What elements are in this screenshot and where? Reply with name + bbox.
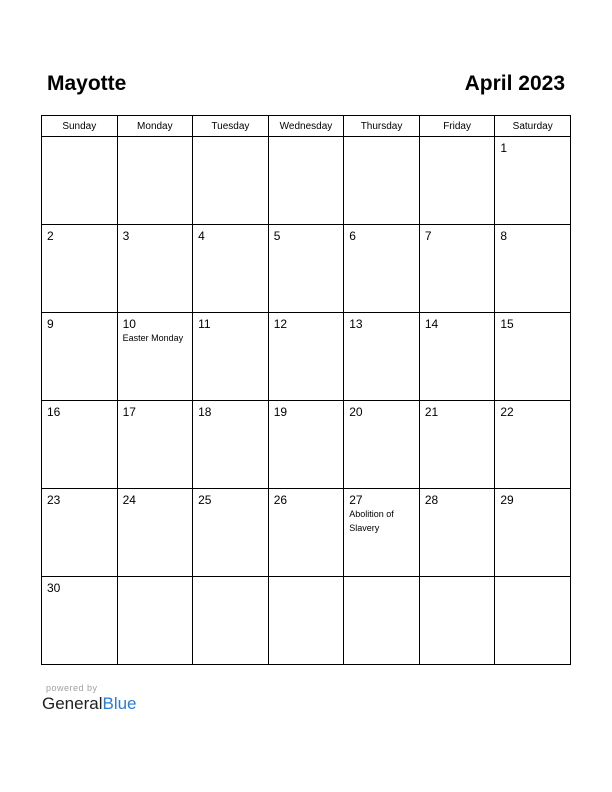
- day-cell: [344, 137, 420, 225]
- day-cell: [117, 137, 193, 225]
- day-number: [118, 577, 193, 581]
- day-number: 6: [349, 229, 356, 243]
- day-cell: [419, 577, 495, 665]
- day-number: [193, 577, 268, 581]
- weekday-header: Sunday: [42, 116, 118, 137]
- day-cell: [495, 401, 571, 489]
- day-number: 14: [424, 317, 439, 331]
- day-cell: [193, 313, 269, 401]
- day-number: [269, 137, 344, 141]
- day-cell: [344, 577, 420, 665]
- day-cell: [268, 225, 344, 313]
- day-cell: [419, 313, 495, 401]
- day-number: 4: [198, 229, 205, 243]
- day-number: [42, 137, 117, 141]
- day-cell: [419, 489, 495, 577]
- day-cell: [268, 137, 344, 225]
- day-cell: [42, 401, 118, 489]
- day-cell: [117, 401, 193, 489]
- weekday-header: Monday: [117, 116, 193, 137]
- day-number: 17: [122, 405, 136, 419]
- day-number: [495, 577, 570, 581]
- calendar-grid: [41, 115, 571, 665]
- day-number: 15: [500, 317, 514, 331]
- day-number: 2: [47, 229, 54, 243]
- day-number: 19: [273, 405, 288, 419]
- weekday-header: Tuesday: [193, 116, 269, 137]
- week-row: [42, 313, 571, 401]
- day-cell: [495, 225, 571, 313]
- day-number: [193, 137, 268, 141]
- powered-by-text: powered by: [46, 683, 98, 693]
- day-number: 5: [273, 229, 281, 243]
- day-number: 3: [122, 229, 130, 243]
- day-cell: [344, 401, 420, 489]
- week-row: [42, 489, 571, 577]
- day-number: 28: [424, 493, 439, 507]
- day-cell: [193, 225, 269, 313]
- day-cell: [495, 489, 571, 577]
- day-cell: [193, 489, 269, 577]
- weekday-header: Wednesday: [268, 116, 344, 137]
- day-cell: [344, 225, 420, 313]
- day-cell: [117, 489, 193, 577]
- day-cell: [495, 313, 571, 401]
- day-cell: [117, 313, 193, 401]
- day-cell: [268, 577, 344, 665]
- day-number: 26: [273, 493, 288, 507]
- day-cell: [42, 489, 118, 577]
- week-row: [42, 401, 571, 489]
- day-number: 30: [47, 581, 61, 595]
- day-number: [344, 577, 419, 581]
- day-cell: [268, 401, 344, 489]
- day-number: [118, 137, 193, 141]
- month-year-title: April 2023: [464, 72, 565, 95]
- day-number: 8: [500, 229, 508, 243]
- weekday-header-row: [42, 116, 571, 137]
- day-number: 10: [122, 317, 136, 331]
- day-cell: [193, 577, 269, 665]
- day-number: 23: [47, 493, 61, 507]
- day-number: 20: [349, 405, 363, 419]
- day-number: 18: [198, 405, 212, 419]
- country-title: Mayotte: [47, 72, 127, 95]
- day-cell: [193, 137, 269, 225]
- day-number: 11: [198, 317, 211, 331]
- day-cell: [268, 489, 344, 577]
- day-number: [420, 577, 495, 581]
- day-number: 16: [47, 405, 61, 419]
- day-number: [344, 137, 419, 141]
- weekday-header: Saturday: [495, 116, 571, 137]
- brand-general-text: General: [42, 694, 103, 713]
- holiday-label: Easter Monday: [122, 333, 184, 343]
- day-cell: [117, 577, 193, 665]
- day-cell: [193, 401, 269, 489]
- generalblue-logo[interactable]: [42, 694, 137, 714]
- day-cell: [42, 137, 118, 225]
- weekday-header: Thursday: [344, 116, 420, 137]
- day-cell: [495, 137, 571, 225]
- day-cell: [344, 489, 420, 577]
- day-cell: [419, 137, 495, 225]
- week-row: [42, 137, 571, 225]
- day-number: 13: [349, 317, 363, 331]
- week-row: [42, 577, 571, 665]
- day-number: 27: [349, 493, 363, 507]
- day-number: 12: [273, 317, 288, 331]
- week-row: [42, 225, 571, 313]
- day-cell: [117, 225, 193, 313]
- day-cell: [419, 401, 495, 489]
- day-cell: [268, 313, 344, 401]
- day-cell: [42, 577, 118, 665]
- day-number: 29: [500, 493, 514, 507]
- day-cell: [42, 313, 118, 401]
- day-number: 25: [198, 493, 212, 507]
- day-cell: [419, 225, 495, 313]
- brand-blue-text: Blue: [102, 694, 137, 713]
- day-number: 24: [122, 493, 136, 507]
- day-number: 21: [424, 405, 439, 419]
- day-cell: [42, 225, 118, 313]
- day-cell: [495, 577, 571, 665]
- day-number: [420, 137, 495, 141]
- day-number: 22: [500, 405, 514, 419]
- day-number: 7: [424, 229, 432, 243]
- day-number: [269, 577, 344, 581]
- weekday-header: Friday: [419, 116, 495, 137]
- day-number: 1: [500, 141, 508, 155]
- day-number: 9: [47, 317, 54, 331]
- holiday-label: Abolition of Slavery: [349, 509, 394, 533]
- day-cell: [344, 313, 420, 401]
